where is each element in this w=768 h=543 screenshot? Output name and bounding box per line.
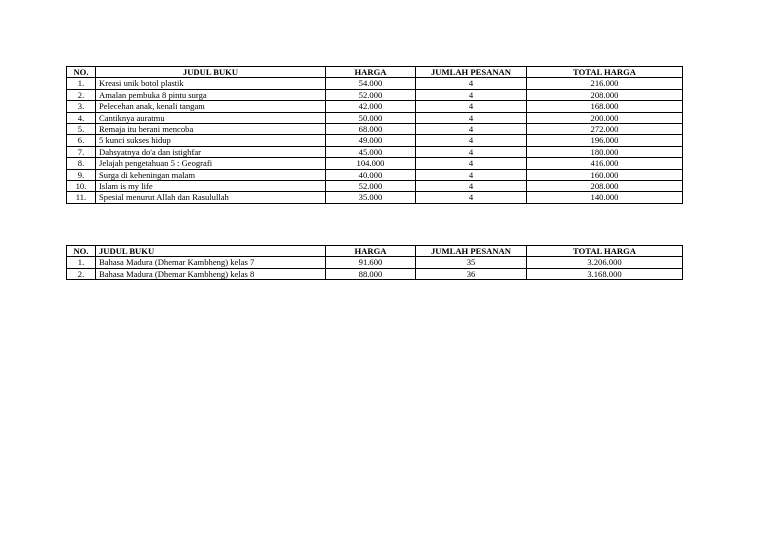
cell-jumlah: 4 (416, 192, 527, 203)
cell-no: 2. (67, 268, 96, 279)
header-jumlah-pesanan: JUMLAH PESANAN (416, 67, 527, 78)
table-header-row (67, 67, 683, 78)
cell-jumlah: 4 (416, 181, 527, 192)
cell-jumlah: 4 (416, 124, 527, 135)
cell-jumlah: 4 (416, 112, 527, 123)
cell-total: 160.000 (527, 169, 683, 180)
cell-judul: Bahasa Madura (Dhemar Kambheng) kelas 7 (96, 257, 326, 268)
header-total-harga: TOTAL HARGA (527, 67, 683, 78)
cell-jumlah: 4 (416, 135, 527, 146)
cell-total: 168.000 (527, 101, 683, 112)
cell-no: 7. (67, 146, 96, 157)
header-judul-buku: JUDUL BUKU (96, 246, 326, 257)
cell-no: 2. (67, 89, 96, 100)
cell-no: 11. (67, 192, 96, 203)
cell-judul: Bahasa Madura (Dhemar Kambheng) kelas 8 (96, 268, 326, 279)
header-jumlah-pesanan: JUMLAH PESANAN (416, 246, 527, 257)
cell-total: 200.000 (527, 112, 683, 123)
cell-judul: Dahsyatnya do'a dan istighfar (96, 146, 326, 157)
header-no: NO. (67, 67, 96, 78)
cell-judul: 5 kunci sukses hidup (96, 135, 326, 146)
cell-judul: Pelecehan anak, kenali tanganı (96, 101, 326, 112)
table-row (67, 112, 683, 123)
cell-no: 1. (67, 78, 96, 89)
table-header-row (67, 246, 683, 257)
table-row (67, 78, 683, 89)
cell-no: 3. (67, 101, 96, 112)
header-judul-buku: JUDUL BUKU (96, 67, 326, 78)
cell-jumlah: 4 (416, 78, 527, 89)
cell-jumlah: 36 (416, 268, 527, 279)
cell-harga: 52.000 (326, 89, 416, 100)
cell-harga: 104.000 (326, 158, 416, 169)
cell-judul: Amalan pembuka 8 pintu surga (96, 89, 326, 100)
cell-harga: 68.000 (326, 124, 416, 135)
header-harga: HARGA (326, 246, 416, 257)
cell-no: 6. (67, 135, 96, 146)
header-total-harga: TOTAL HARGA (527, 246, 683, 257)
cell-no: 5. (67, 124, 96, 135)
cell-total: 208.000 (527, 181, 683, 192)
cell-harga: 52.000 (326, 181, 416, 192)
header-no: NO. (67, 246, 96, 257)
book-order-table-2 (66, 245, 683, 280)
table-row (67, 124, 683, 135)
table-row (67, 257, 683, 268)
cell-harga: 54.000 (326, 78, 416, 89)
cell-total: 180.000 (527, 146, 683, 157)
table-row (67, 268, 683, 279)
cell-total: 416.000 (527, 158, 683, 169)
cell-jumlah: 35 (416, 257, 527, 268)
table-row (67, 169, 683, 180)
cell-harga: 49.000 (326, 135, 416, 146)
cell-jumlah: 4 (416, 89, 527, 100)
cell-judul: Islam is my life (96, 181, 326, 192)
cell-judul: Remaja itu berani mencoba (96, 124, 326, 135)
table-row (67, 181, 683, 192)
cell-harga: 35.000 (326, 192, 416, 203)
table-row (67, 158, 683, 169)
book-order-table-1 (66, 66, 683, 204)
cell-total: 3.206.000 (527, 257, 683, 268)
table-row (67, 192, 683, 203)
cell-jumlah: 4 (416, 101, 527, 112)
cell-jumlah: 4 (416, 158, 527, 169)
cell-no: 10. (67, 181, 96, 192)
cell-total: 216.000 (527, 78, 683, 89)
cell-harga: 40.000 (326, 169, 416, 180)
cell-harga: 50.000 (326, 112, 416, 123)
cell-total: 140.000 (527, 192, 683, 203)
cell-harga: 91.600 (326, 257, 416, 268)
header-harga: HARGA (326, 67, 416, 78)
table-row (67, 89, 683, 100)
cell-judul: Spesial menurut Allah dan Rasulullah (96, 192, 326, 203)
cell-harga: 88.000 (326, 268, 416, 279)
cell-judul: Surga di keheningan malam (96, 169, 326, 180)
cell-harga: 45.000 (326, 146, 416, 157)
cell-jumlah: 4 (416, 169, 527, 180)
cell-judul: Cantiknya auratmu (96, 112, 326, 123)
cell-no: 1. (67, 257, 96, 268)
cell-judul: Jelajah pengetahuan 5 : Geografi (96, 158, 326, 169)
cell-no: 4. (67, 112, 96, 123)
cell-no: 9. (67, 169, 96, 180)
cell-judul: Kreasi unik botol plastik (96, 78, 326, 89)
cell-total: 196.000 (527, 135, 683, 146)
cell-total: 3.168.000 (527, 268, 683, 279)
table-row (67, 101, 683, 112)
cell-harga: 42.000 (326, 101, 416, 112)
cell-no: 8. (67, 158, 96, 169)
cell-jumlah: 4 (416, 146, 527, 157)
cell-total: 272.000 (527, 124, 683, 135)
table-row (67, 135, 683, 146)
table-row (67, 146, 683, 157)
cell-total: 208.000 (527, 89, 683, 100)
